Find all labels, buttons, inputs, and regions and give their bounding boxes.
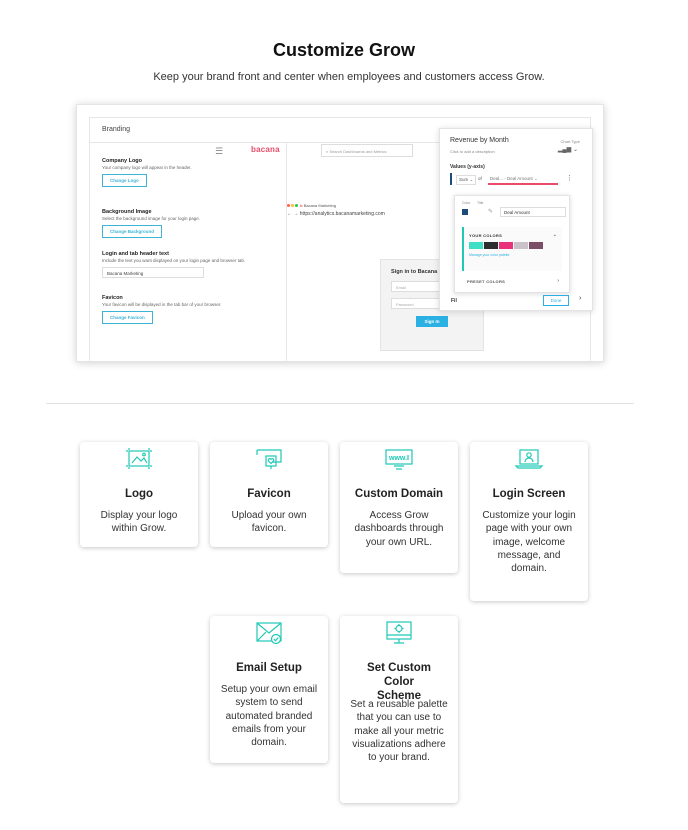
feature-card-custom-domain xyxy=(340,442,458,573)
preview-topbar xyxy=(215,144,415,158)
page-subtitle: Keep your brand front and center when employees and customers access Grow. xyxy=(153,71,545,83)
branding-header: Branding xyxy=(90,118,590,143)
feature-desc: Set a reusable palette that you can use to make all your metric visualizations adhere to your brand. xyxy=(350,699,448,764)
laptop-user-icon xyxy=(514,446,544,472)
background-image-setting xyxy=(102,209,282,238)
monitor-gear-icon xyxy=(384,620,414,646)
field-select[interactable]: Deal... - Deal Amount ⌄ xyxy=(488,175,558,185)
feature-card-favicon xyxy=(210,442,328,547)
section-divider xyxy=(46,403,634,404)
filter-label: Fil xyxy=(451,298,457,304)
palette-swatch[interactable] xyxy=(469,242,483,249)
change-favicon-button[interactable]: Change Favicon xyxy=(102,311,153,324)
revenue-title: Revenue by Month xyxy=(450,137,509,144)
aggregation-select[interactable]: Sum ⌄ xyxy=(456,175,476,185)
change-logo-button[interactable]: Change Logo xyxy=(102,174,147,187)
series-color-bar xyxy=(450,173,452,185)
hamburger-icon[interactable]: ☰ xyxy=(215,146,224,156)
manage-palette-link[interactable]: Manage your color palette xyxy=(469,253,510,257)
feature-title: Favicon xyxy=(247,488,291,500)
preset-colors-label[interactable]: PRESET COLORS xyxy=(467,279,506,284)
background-image-desc: Select the background image for your login page. xyxy=(102,216,201,221)
values-row xyxy=(450,173,580,185)
title-label: Title xyxy=(477,201,484,205)
palette-swatch[interactable] xyxy=(484,242,498,249)
palette-swatches xyxy=(469,242,557,249)
company-logo-desc: Your company logo will appear in the header. xyxy=(102,165,192,170)
color-swatch[interactable] xyxy=(462,209,468,215)
feature-title: Set Custom Color Scheme xyxy=(367,662,431,702)
browser-preview xyxy=(287,203,462,217)
change-background-button[interactable]: Change Background xyxy=(102,225,162,238)
company-logo-heading: Company Logo xyxy=(102,158,143,164)
values-label: Values (y-axis) xyxy=(450,164,485,170)
brand-logo: bacana xyxy=(251,145,280,154)
login-header-setting xyxy=(102,251,282,278)
login-header-input[interactable]: Bacana Marketing xyxy=(102,267,204,278)
browser-tab-label: Bacana Marketing xyxy=(303,203,336,208)
background-image-heading: Background Image xyxy=(102,209,152,215)
browser-url-bar xyxy=(287,211,462,217)
series-title-input[interactable]: Deal Amount xyxy=(500,207,566,217)
color-label: Color xyxy=(462,201,471,205)
login-header-heading: Login and tab header text xyxy=(102,251,169,257)
feature-desc: Access Grow dashboards through your own URL. xyxy=(354,510,444,548)
branding-screenshot xyxy=(76,104,604,362)
chevron-right-icon[interactable]: › xyxy=(579,295,582,302)
chart-type-icon[interactable]: ▂▄▆ ⌄ xyxy=(557,147,578,153)
password-field[interactable]: Password xyxy=(391,298,475,309)
company-logo-setting xyxy=(102,158,282,187)
chart-type-label: Chart Type xyxy=(560,139,580,144)
favicon-heading: Favicon xyxy=(102,295,123,301)
feature-desc: Setup your own email system to send automated branded emails from your domain. xyxy=(220,684,318,749)
palette-swatch[interactable] xyxy=(514,242,528,249)
login-header-desc: Include the text you want displayed on your login page and browser tab. xyxy=(102,258,246,263)
your-colors-section xyxy=(462,227,562,271)
feature-desc: Customize your login page with your own image, welcome message, and domain. xyxy=(482,510,576,575)
favicon-setting xyxy=(102,295,282,324)
back-forward-icon[interactable]: ← → xyxy=(287,211,300,217)
feature-desc: Display your logo within Grow. xyxy=(100,510,178,535)
chevron-down-icon[interactable]: ⌄ xyxy=(552,232,557,238)
page-title: Customize Grow xyxy=(272,40,415,60)
pencil-icon: ✎ xyxy=(488,209,494,215)
feature-card-login-screen xyxy=(470,442,588,601)
feature-card-email-setup xyxy=(210,616,328,763)
panel-divider xyxy=(286,143,287,361)
feature-title: Email Setup xyxy=(236,662,302,674)
www-browser-icon xyxy=(384,446,414,472)
envelope-check-icon xyxy=(254,620,284,646)
signin-title: Sign in to Bacana xyxy=(391,269,438,275)
search-placeholder: Search Dashboards and Metrics xyxy=(329,149,387,154)
search-input[interactable] xyxy=(321,144,413,157)
search-icon: ⌕ xyxy=(326,149,330,154)
palette-swatch[interactable] xyxy=(499,242,513,249)
of-label: of xyxy=(478,176,482,181)
favicon-desc: Your favicon will be displayed in the tab bar of your browser. xyxy=(102,302,222,307)
feature-title: Logo xyxy=(124,488,154,500)
feature-title: Login Screen xyxy=(492,488,566,500)
palette-swatch[interactable] xyxy=(529,242,543,249)
feature-card-color-scheme xyxy=(340,616,458,803)
done-button[interactable]: Done xyxy=(543,295,569,306)
browser-tab xyxy=(287,203,462,208)
browser-heart-icon xyxy=(254,446,284,472)
chevron-right-icon[interactable]: › xyxy=(557,278,559,284)
email-field[interactable]: Email xyxy=(391,281,475,292)
feature-card-logo xyxy=(80,442,198,547)
feature-desc: Upload your own favicon. xyxy=(231,510,307,535)
favicon-icon: b xyxy=(300,203,304,208)
svg-text:www.: www. xyxy=(389,455,408,462)
revenue-desc[interactable]: Click to add a description xyxy=(450,149,495,154)
signin-button[interactable]: Sign In xyxy=(416,316,448,327)
your-colors-label: YOUR COLORS xyxy=(469,233,503,238)
color-popup xyxy=(454,195,570,293)
feature-title: Custom Domain xyxy=(354,488,444,500)
more-options-icon[interactable]: ⋮ xyxy=(566,175,573,182)
image-frame-icon xyxy=(124,446,154,472)
browser-url: https://analytics.bacanamarketing.com xyxy=(299,211,385,217)
